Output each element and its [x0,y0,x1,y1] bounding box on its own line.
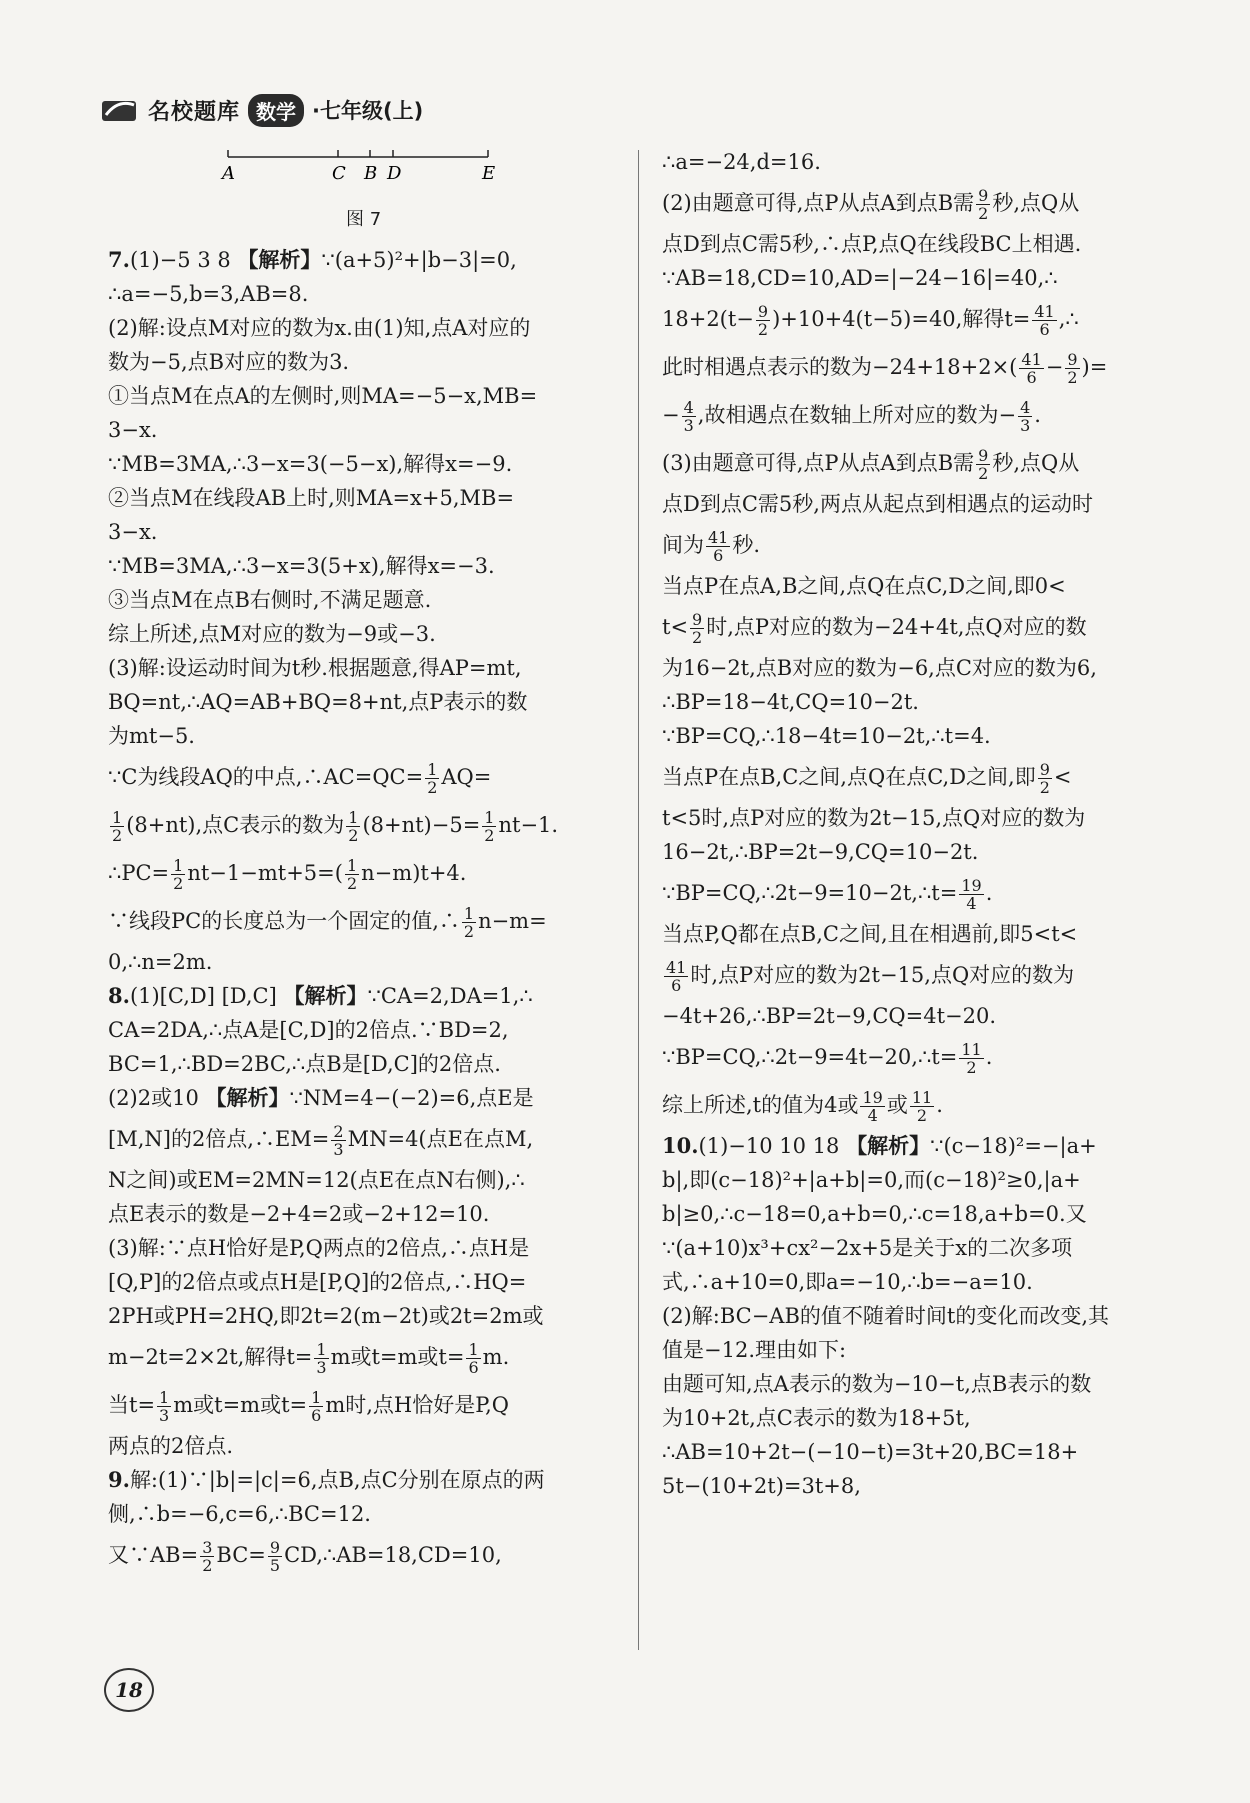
fraction: $\frac{11}{2}$ [961,1040,982,1077]
question-number: 10. [662,1133,699,1158]
left-line: 8.(1)[C,D] [D,C] 【解析】∵CA=2,DA=1,∴ [108,983,533,1008]
right-line: 10.(1)−10 10 18 【解析】∵(c−18)²=−|a+ [662,1133,1097,1158]
left-line: 9.解:(1)∵|b|=|c|=6,点B,点C分别在原点的两 [108,1467,545,1492]
right-line: ∵BP=CQ,∴2t−9=10−2t,∴t= $\frac{19}{4}$ . [662,876,993,913]
right-line: (2)解:BC−AB的值不随着时间t的变化而改变,其 [662,1304,1110,1328]
left-line: ②当点M在线段AB上时,则MA=x+5,MB= [108,486,515,510]
left-line: ①当点M在点A的左侧时,则MA=−5−x,MB= [108,384,538,408]
fraction: $\frac{4}{3}$ [1020,398,1031,435]
question-number: 9. [108,1467,130,1492]
question-number: 7. [108,247,130,272]
left-line: 3−x. [108,418,158,442]
grade-label: ·七年级(上) [312,99,424,123]
left-line: CA=2DA,∴点A是[C,D]的2倍点.∵BD=2, [108,1018,509,1042]
right-line: ∵BP=CQ,∴18−4t=10−2t,∴t=4. [662,724,991,748]
fraction: $\frac{1}{2}$ [463,904,475,941]
fraction: $\frac{9}{2}$ [1067,350,1078,387]
fraction: $\frac{41}{6}$ [666,958,687,995]
left-line: N之间)或EM=2MN=12(点E在点N右侧),∴ [108,1168,525,1192]
right-line: ∴AB=10+2t−(−10−t)=3t+20,BC=18+ [662,1440,1079,1464]
left-line: ∴a=−5,b=3,AB=8. [108,282,309,306]
right-line: 综上所述,t的值为4或 $\frac{19}{4}$ 或 $\frac{11}{2}$ . [662,1088,943,1125]
left-line: 当t= $\frac{1}{3}$ m或t=m或t= $\frac{1}{6}$ m时,点H恰好是P,Q [108,1388,509,1425]
left-line: ∵C为线段AQ的中点,∴AC=QC= $\frac{1}{2}$ AQ= [108,760,492,797]
right-line: (3)由题意可得,点P从点A到点B需 $\frac{9}{2}$ 秒,点Q从 [662,446,1080,483]
right-line: 此时相遇点表示的数为−24+18+2×( $\frac{41}{6}$ − $\frac{9}{2}$ )= [662,350,1108,387]
fraction: $\frac{1}{6}$ [311,1388,322,1425]
left-line: 0,∴n=2m. [108,950,213,974]
fraction: $\frac{1}{2}$ [112,808,123,845]
point-label-C: C [332,163,346,184]
left-line: (3)解:∵点H恰好是P,Q两点的2倍点,∴点H是 [108,1236,530,1260]
fraction: $\frac{4}{3}$ [683,398,694,435]
analysis-tag: 【解析】 [205,1086,290,1110]
left-line: BQ=nt,∴AQ=AB+BQ=8+nt,点P表示的数 [108,690,528,714]
right-line: 当点P,Q都在点B,C之间,且在相遇前,即5<t< [662,922,1078,946]
fraction: $\frac{41}{6}$ [708,528,729,565]
fraction: $\frac{1}{2}$ [427,760,438,797]
left-line: ∵线段PC的长度总为一个固定的值,∴ $\frac{1}{2}$ n−m= [108,904,547,941]
left-body [108,243,618,1579]
fraction: $\frac{11}{2}$ [911,1088,933,1125]
analysis-tag: 【解析】 [283,984,368,1008]
right-line: 为16−2t,点B对应的数为−6,点C对应的数为6, [662,656,1097,680]
right-line: 点D到点C需5秒,两点从起点到相遇点的运动时 [662,492,1093,516]
fraction: $\frac{1}{3}$ [159,1388,170,1425]
fraction: $\frac{9}{2}$ [692,610,703,647]
fraction: $\frac{9}{2}$ [978,186,989,223]
right-line: 5t−(10+2t)=3t+8, [662,1474,861,1498]
left-line: 3−x. [108,520,158,544]
left-line: BC=1,∴BD=2BC,∴点B是[D,C]的2倍点. [108,1052,501,1076]
fraction: $\frac{41}{6}$ [1021,350,1042,387]
right-line: b|≥0,∴c−18=0,a+b=0,∴c=18,a+b=0.又 [662,1202,1087,1226]
fraction: $\frac{2}{3}$ [333,1122,344,1159]
left-line: 综上所述,点M对应的数为−9或−3. [108,622,436,646]
right-line: 点D到点C需5秒,∴点P,点Q在线段BC上相遇. [662,232,1082,256]
fraction: $\frac{9}{2}$ [978,446,989,483]
left-line: (2)2或10 【解析】∵NM=4−(−2)=6,点E是 [108,1086,534,1110]
right-line: ∵(a+10)x³+cx²−2x+5是关于x的二次多项 [662,1236,1073,1260]
book-logo-icon [100,95,140,125]
right-line: t< $\frac{9}{2}$ 时,点P对应的数为−24+4t,点Q对应的数 [662,610,1087,647]
right-line: 18+2(t− $\frac{9}{2}$ )+10+4(t−5)=40,解得t= $\frac{41}{6}$ ,∴ [662,302,1079,339]
right-line: −4t+26,∴BP=2t−9,CQ=4t−20. [662,1004,997,1028]
page-header [100,90,423,130]
left-line: ∴PC= $\frac{1}{2}$ nt−1−mt+5=( $\frac{1}{2}$ n−m)t+4. [108,856,467,893]
left-line: ③当点M在点B右侧时,不满足题意. [108,588,432,612]
left-line: 点E表示的数是−2+4=2或−2+12=10. [108,1202,490,1226]
right-line: 16−2t,∴BP=2t−9,CQ=10−2t. [662,840,979,864]
subject-badge: 数学 [248,94,304,127]
right-line: ∴BP=18−4t,CQ=10−2t. [662,690,919,714]
fraction: $\frac{1}{6}$ [468,1340,479,1377]
right-line: 当点P在点B,C之间,点Q在点C,D之间,即 $\frac{9}{2}$ < [662,760,1072,797]
analysis-tag: 【解析】 [237,248,322,272]
page-number: 18 [104,1668,154,1712]
left-line: [M,N]的2倍点,∴EM= $\frac{2}{3}$ MN=4(点E在点M, [108,1122,534,1159]
point-label-B: B [364,163,378,184]
left-line: (2)解:设点M对应的数为x.由(1)知,点A对应的 [108,316,531,340]
left-line: 为mt−5. [108,724,195,748]
right-line: ∵AB=18,CD=10,AD=|−24−16|=40,∴ [662,266,1058,290]
left-line: 数为−5,点B对应的数为3. [108,350,350,374]
fraction: $\frac{1}{3}$ [316,1340,327,1377]
fraction: $\frac{9}{5}$ [269,1538,281,1575]
right-line: 式,∴a+10=0,即a=−10,∴b=−a=10. [662,1270,1033,1294]
right-line: 间为 $\frac{41}{6}$ 秒. [662,528,761,565]
right-body [662,145,1172,1503]
figure-caption: 图 7 [346,209,382,230]
fraction: $\frac{1}{2}$ [173,856,184,893]
right-line: $\frac{41}{6}$ 时,点P对应的数为2t−15,点Q对应的数为 [666,958,1075,995]
column-divider [638,150,639,1650]
number-line-svg [108,145,618,205]
point-label-E: E [482,163,496,184]
analysis-tag: 【解析】 [846,1134,931,1158]
left-line: ∵MB=3MA,∴3−x=3(−5−x),解得x=−9. [108,452,513,476]
fraction: $\frac{19}{4}$ [862,1088,883,1125]
right-column [662,145,1172,1503]
left-line: [Q,P]的2倍点或点H是[P,Q]的2倍点,∴HQ= [108,1270,527,1294]
right-line: 为10+2t,点C表示的数为18+5t, [662,1406,971,1430]
right-line: 当点P在点A,B之间,点Q在点C,D之间,即0< [662,574,1066,598]
right-line: (2)由题意可得,点P从点A到点B需 $\frac{9}{2}$ 秒,点Q从 [662,186,1080,223]
fraction: $\frac{1}{2}$ [346,856,358,893]
fraction: $\frac{9}{2}$ [757,302,769,339]
brand-title: 名校题库 [148,99,241,125]
left-line: (3)解:设运动时间为t秒.根据题意,得AP=mt, [108,656,522,680]
fraction: $\frac{1}{2}$ [484,808,495,845]
fraction: $\frac{19}{4}$ [961,876,982,913]
left-line: ∵MB=3MA,∴3−x=3(5+x),解得x=−3. [108,554,495,578]
number-line-figure [108,145,618,235]
point-label-A: A [222,163,235,184]
left-column [108,145,618,1579]
fraction: $\frac{3}{2}$ [202,1538,213,1575]
left-line: 又∵AB= $\frac{3}{2}$ BC= $\frac{9}{5}$ CD,∴AB=18,CD=10, [108,1538,502,1575]
fraction: $\frac{1}{2}$ [348,808,359,845]
left-line: 两点的2倍点. [108,1434,234,1458]
right-line: b|,即(c−18)²+|a+b|=0,而(c−18)²≥0,|a+ [662,1168,1081,1192]
right-line: 由题可知,点A表示的数为−10−t,点B表示的数 [662,1372,1092,1396]
question-number: 8. [108,983,130,1008]
fraction: $\frac{9}{2}$ [1039,760,1050,797]
right-line: t<5时,点P对应的数为2t−15,点Q对应的数为 [662,806,1086,830]
left-line: 侧,∴b=−6,c=6,∴BC=12. [108,1502,371,1526]
right-line: − $\frac{4}{3}$ ,故相遇点在数轴上所对应的数为− $\frac{4}{3}$ . [662,398,1041,435]
right-line: ∴a=−24,d=16. [662,150,821,174]
fraction: $\frac{41}{6}$ [1034,302,1055,339]
right-line: ∵BP=CQ,∴2t−9=4t−20,∴t= $\frac{11}{2}$ . [662,1040,993,1077]
left-line: 2PH或PH=2HQ,即2t=2(m−2t)或2t=2m或 [108,1304,544,1328]
left-line: $\frac{1}{2}$ (8+nt),点C表示的数为 $\frac{1}{2}$ (8+nt)−5= $\frac{1}{2}$ nt−1. [112,808,559,845]
left-line: 7.(1)−5 3 8 【解析】∵(a+5)²+|b−3|=0, [108,247,517,272]
left-line: m−2t=2×2t,解得t= $\frac{1}{3}$ m或t=m或t= $\frac{1}{6}$ m. [108,1340,510,1377]
right-line: 值是−12.理由如下: [662,1338,847,1362]
point-label-D: D [387,163,402,184]
